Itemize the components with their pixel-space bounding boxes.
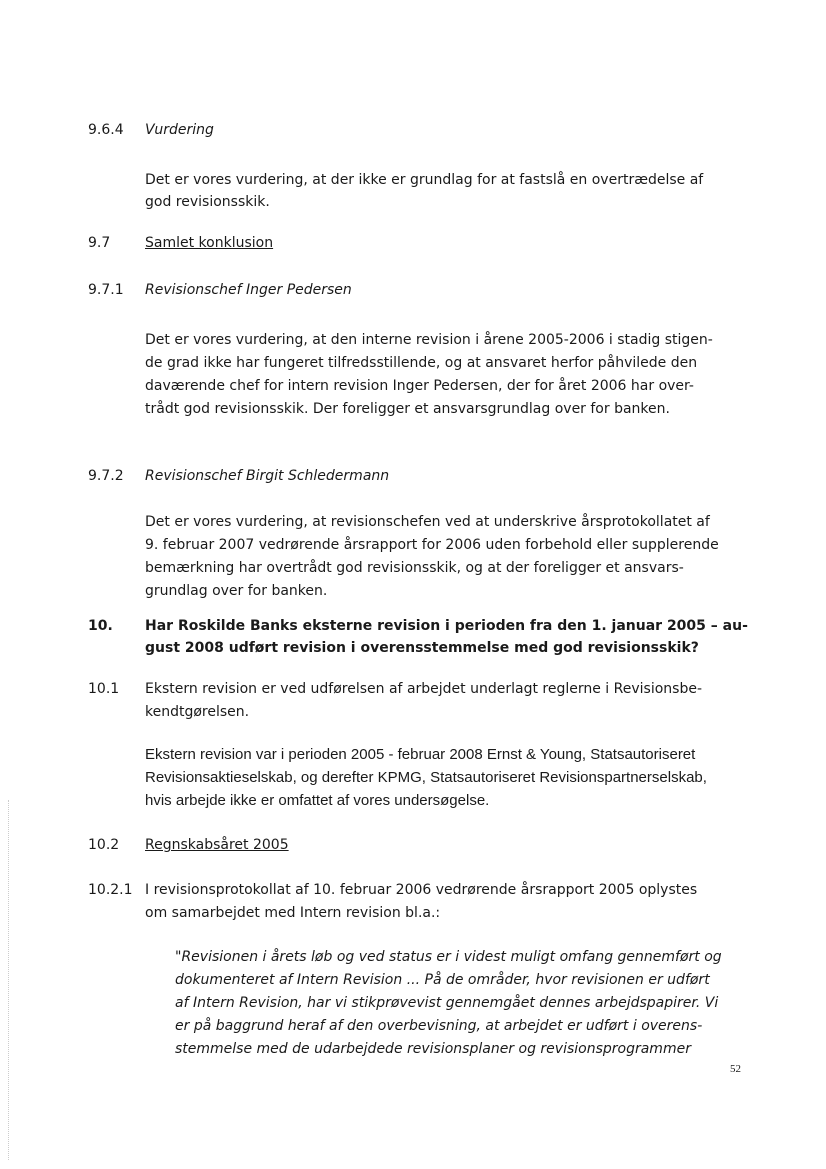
paragraph-line: Ekstern revision var i perioden 2005 - februar 2008 Ernst & Young, Statsautoriseret bbox=[145, 746, 696, 763]
section-number: 9.7.2 bbox=[88, 468, 124, 484]
paragraph-line: de grad ikke har fungeret tilfredsstillende, og at ansvaret herfor påhvilede den bbox=[145, 355, 698, 371]
section-title: Samlet konklusion bbox=[145, 235, 274, 251]
chapter-title: Har Roskilde Banks eksterne revision i perioden fra den 1. januar 2005 – au- bbox=[145, 618, 748, 634]
paragraph-line: daværende chef for intern revision Inger Pedersen, der for året 2006 har over- bbox=[145, 378, 694, 394]
section-number: 10.1 bbox=[88, 681, 120, 697]
paragraph-line: 9. februar 2007 vedrørende årsrapport for 2006 uden forbehold eller supplerende bbox=[145, 537, 719, 553]
chapter-number: 10. bbox=[88, 618, 113, 634]
chapter-title: gust 2008 udført revision i overensstemmelse med god revisionsskik? bbox=[145, 640, 699, 656]
paragraph-line: Ekstern revision er ved udførelsen af arbejdet underlagt reglerne i Revisionsbe- bbox=[145, 681, 702, 697]
section-number: 9.6.4 bbox=[88, 122, 124, 138]
quote-line: dokumenteret af Intern Revision ... På de områder, hvor revisionen er udført bbox=[175, 972, 710, 988]
paragraph-line: I revisionsprotokollat af 10. februar 2006 vedrørende årsrapport 2005 oplystes bbox=[145, 882, 698, 898]
paragraph-line: kendtgørelsen. bbox=[145, 704, 250, 720]
paragraph-line: Det er vores vurdering, at der ikke er grundlag for at fastslå en overtrædelse af bbox=[145, 172, 704, 188]
paragraph-line: Revisionsaktieselskab, og derefter KPMG, Statsautoriseret Revisionspartnerselskab, bbox=[145, 769, 707, 786]
quote-line: er på baggrund heraf af den overbevisning, at arbejdet er udført i overens- bbox=[175, 1018, 703, 1034]
paragraph-line: hvis arbejde ikke er omfattet af vores undersøgelse. bbox=[145, 792, 490, 809]
quote-line: "Revisionen i årets løb og ved status er i videst muligt omfang gennemført og bbox=[175, 949, 722, 965]
paragraph-line: bemærkning har overtrådt god revisionsskik, og at der foreligger et ansvars- bbox=[145, 560, 684, 576]
page-number: 52 bbox=[730, 1063, 741, 1075]
paragraph-line: Det er vores vurdering, at revisionschefen ved at underskrive årsprotokollatet af bbox=[145, 514, 710, 530]
quote-line: af Intern Revision, har vi stikprøvevist gennemgået dennes arbejdspapirer. Vi bbox=[175, 995, 719, 1011]
paragraph-line: grundlag over for banken. bbox=[145, 583, 328, 599]
paragraph-line: om samarbejdet med Intern revision bl.a.: bbox=[145, 905, 441, 921]
section-number: 10.2 bbox=[88, 837, 120, 853]
section-title: Regnskabsåret 2005 bbox=[145, 837, 289, 853]
scan-edge bbox=[8, 800, 9, 1160]
section-title: Revisionschef Inger Pedersen bbox=[145, 282, 352, 298]
quote-line: stemmelse med de udarbejdede revisionsplaner og revisionsprogrammer bbox=[175, 1041, 691, 1057]
paragraph-line: god revisionsskik. bbox=[145, 194, 270, 210]
paragraph-line: Det er vores vurdering, at den interne revision i årene 2005-2006 i stadig stigen- bbox=[145, 332, 713, 348]
section-number: 10.2.1 bbox=[88, 882, 133, 898]
section-number: 9.7 bbox=[88, 235, 111, 251]
paragraph-line: trådt god revisionsskik. Der foreligger et ansvarsgrundlag over for banken. bbox=[145, 401, 670, 417]
section-title: Revisionschef Birgit Schledermann bbox=[145, 468, 390, 484]
section-title: Vurdering bbox=[145, 122, 214, 138]
section-number: 9.7.1 bbox=[88, 282, 124, 298]
